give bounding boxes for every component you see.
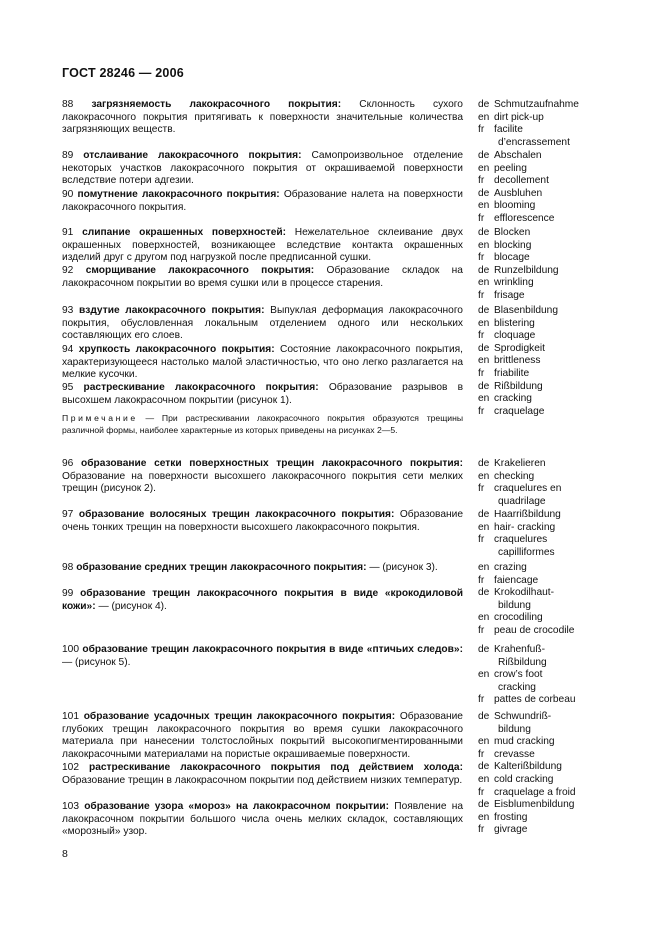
term-entry-101 — [62, 711, 463, 761]
translation-text: pattes de corbeau — [494, 694, 576, 706]
translation-lang: en — [478, 277, 490, 289]
term-entry-103 — [62, 801, 463, 839]
term-entry-90 — [62, 189, 463, 214]
translation-text: Krakelieren — [494, 458, 546, 469]
term-entry-102 — [62, 762, 463, 787]
translation-line — [478, 137, 618, 150]
translation-lang: en — [478, 521, 490, 533]
translation-line — [478, 625, 618, 638]
term-definition: Нежелательное склеивание двух окрашенных поверхностей, возникающее вследствие контакта окрашенных изделий друг с другом под нагрузкой после предписанной сушки. — [62, 227, 463, 264]
term-title: растрескивание лакокрасочного покрытия под действием холода: — [89, 762, 463, 773]
term-definition: Образование очень тонких трещин на поверхности высохшего лакокрасочного покрытия. — [62, 509, 463, 533]
term-definition: Образование глубоких трещин лакокрасочного покрытия во время сушки лакокрасочного материала при нанесении толстослойных покрытий высокопигментированными лакокрасочными материалами на пористые окрашиваемые поверхности. — [62, 711, 463, 760]
translation-line — [478, 368, 618, 381]
translation-line — [478, 240, 618, 253]
translation-text: quadrilage — [498, 495, 546, 507]
translation-line — [478, 600, 618, 613]
translation-line — [478, 483, 618, 496]
translation-line — [478, 694, 618, 707]
translation-lang: de — [478, 587, 490, 599]
note — [62, 412, 463, 437]
translation-line — [478, 575, 618, 588]
translation-lang: en — [478, 393, 490, 405]
translation-lang: en — [478, 355, 490, 367]
term-number: 93 — [62, 305, 74, 316]
term-title: хрупкость лакокрасочного покрытия: — [78, 344, 275, 355]
translation-line — [478, 305, 618, 318]
translation-line — [478, 163, 618, 176]
translation-lang: fr — [478, 483, 485, 495]
term-number: 97 — [62, 509, 74, 520]
translation-text: Runzelbildung — [494, 264, 559, 276]
term-definition: Состояние лакокрасочного покрытия, характеризующееся настолько малой эластичностью, что оно легко разлагается на мелкие кусочки. — [62, 344, 463, 381]
translation-line — [478, 587, 618, 600]
term-entry-95 — [62, 382, 463, 407]
translation-lang — [478, 724, 498, 737]
translation-lang: fr — [478, 405, 485, 417]
translation-text: frisage — [494, 289, 525, 301]
note-label: Примечание — [62, 413, 138, 423]
translation-line — [478, 458, 618, 471]
translation-lang: de — [478, 99, 490, 110]
translation-text: Kalterißbildung — [494, 761, 562, 773]
translation-line — [478, 749, 618, 762]
translation-text: cold cracking — [494, 773, 554, 785]
translation-line — [478, 799, 618, 812]
translation-lang: de — [478, 264, 490, 276]
translation-text: cloquage — [494, 330, 536, 342]
term-entry-89 — [62, 150, 463, 188]
translation-line — [478, 393, 618, 406]
term-title: помутнение лакокрасочного покрытия: — [77, 189, 280, 200]
translation-text: Rißbildung — [494, 380, 543, 392]
translation-lang: de — [478, 187, 490, 199]
term-number: 89 — [62, 150, 74, 161]
term-number: 102 — [62, 762, 79, 773]
translations-100 — [478, 644, 618, 707]
term-number: 96 — [62, 458, 74, 469]
translation-text: mud cracking — [494, 736, 555, 748]
translation-lang — [478, 137, 498, 150]
translation-text: Blocken — [494, 227, 531, 238]
translation-line — [478, 471, 618, 484]
translation-line — [478, 277, 618, 290]
translation-lang: fr — [478, 694, 485, 706]
term-title: отслаивание лакокрасочного покрытия: — [83, 150, 302, 161]
term-title: загрязняемость лакокрасочного покрытия: — [91, 99, 342, 110]
translation-text: blistering — [494, 317, 535, 329]
translation-lang: de — [478, 380, 490, 392]
translation-lang: de — [478, 644, 490, 655]
term-title: растрескивание лакокрасочного покрытия: — [83, 382, 319, 393]
translation-text: blocking — [494, 239, 532, 251]
translation-text: crow’s foot — [494, 669, 543, 681]
translation-lang — [478, 600, 498, 613]
translation-lang: en — [478, 669, 490, 681]
translations-88 — [478, 99, 618, 149]
translation-line — [478, 724, 618, 737]
term-entry-98 — [62, 562, 463, 575]
translation-text: efflorescence — [494, 212, 555, 224]
term-entry-97 — [62, 509, 463, 534]
term-title: сморщивание лакокрасочного покрытия: — [85, 265, 315, 276]
translations-91-92 — [478, 227, 618, 303]
term-number: 103 — [62, 801, 79, 812]
translation-text: Schwundriß- — [494, 711, 552, 722]
translation-lang: en — [478, 317, 490, 329]
translation-line — [478, 124, 618, 137]
translations-97 — [478, 509, 618, 559]
page-number: 8 — [62, 848, 68, 860]
translation-lang: fr — [478, 330, 485, 342]
translation-lang: fr — [478, 124, 485, 136]
translation-lang: de — [478, 761, 490, 773]
translation-lang: de — [478, 509, 490, 520]
translation-line — [478, 774, 618, 787]
translation-lang: de — [478, 458, 490, 469]
translation-text: craquelage — [494, 405, 545, 417]
translation-lang: en — [478, 773, 490, 785]
translation-line — [478, 787, 618, 800]
translation-text: blocage — [494, 252, 530, 264]
term-definition: Образование на поверхности высохшего лакокрасочного покрытия сети мелких трещин (рисунок 2). — [62, 470, 463, 495]
translation-text: crazing — [494, 562, 527, 573]
translation-lang: fr — [478, 574, 485, 586]
term-title: образование трещин лакокрасочного покрытия в виде «крокодиловой кожи»: — [62, 588, 463, 612]
translation-line — [478, 547, 618, 560]
translation-line — [478, 175, 618, 188]
translation-lang: fr — [478, 534, 485, 546]
translations-89-90 — [478, 150, 618, 226]
translation-line — [478, 669, 618, 682]
translation-lang — [478, 547, 498, 560]
translation-text: friabilite — [494, 367, 530, 379]
translation-text: frosting — [494, 811, 528, 823]
translation-lang: fr — [478, 175, 485, 187]
translation-lang: de — [478, 305, 490, 316]
translation-text: craquelures — [494, 534, 548, 546]
term-title: образование средних трещин лакокрасочного покрытия: — [76, 562, 367, 573]
translation-lang: de — [478, 799, 490, 811]
translation-text: Ausbluhen — [494, 187, 543, 199]
note-text: — При растрескивании лакокрасочного покрытия образуются трещины различной формы, наиболее характерные из которых приведены на рисунках 2—5. — [62, 413, 463, 436]
translation-text: peau de crocodile — [494, 624, 575, 636]
term-number: 101 — [62, 711, 79, 722]
translation-line — [478, 509, 618, 522]
translation-lang — [478, 682, 498, 695]
translation-text: cracking — [498, 681, 536, 693]
translation-text: Rißbildung — [498, 656, 547, 668]
term-number: 92 — [62, 265, 74, 276]
translations-96 — [478, 458, 618, 508]
translation-line — [478, 657, 618, 670]
translation-line — [478, 355, 618, 368]
term-definition: — (рисунок 3). — [369, 562, 438, 573]
translation-line — [478, 99, 618, 112]
term-entry-94 — [62, 344, 463, 382]
translations-98-99 — [478, 562, 618, 638]
term-title: образование трещин лакокрасочного покрытия в виде «птичьих следов»: — [82, 644, 463, 655]
translation-text: Haarrißbildung — [494, 509, 561, 520]
translation-line — [478, 406, 618, 419]
translation-text: Krokodilhaut- — [494, 587, 555, 599]
translation-line — [478, 612, 618, 625]
translation-lang: fr — [478, 624, 485, 636]
translation-text: Blasenbildung — [494, 305, 559, 316]
translation-line — [478, 381, 618, 394]
term-entry-100 — [62, 644, 463, 669]
translation-text: Abschalen — [494, 150, 542, 161]
translation-lang: en — [478, 239, 490, 251]
term-entry-91 — [62, 227, 463, 265]
term-title: образование сетки поверхностных трещин лакокрасочного покрытия: — [81, 458, 463, 469]
translation-text: cracking — [494, 393, 532, 405]
translation-text: hair- cracking — [494, 521, 556, 533]
translation-text: bildung — [498, 599, 531, 611]
term-title: слипание окрашенных поверхностей: — [82, 227, 287, 238]
translation-line — [478, 150, 618, 163]
translation-lang: en — [478, 562, 490, 573]
translation-text: blooming — [494, 200, 536, 212]
translation-line — [478, 188, 618, 201]
translation-text: crevasse — [494, 748, 535, 760]
term-title: образование усадочных трещин лакокрасочного покрытия: — [83, 711, 396, 722]
translation-text: craquelures en — [494, 483, 562, 495]
translation-line — [478, 200, 618, 213]
translations-101-103 — [478, 711, 618, 837]
translation-lang: en — [478, 736, 490, 748]
translation-line — [478, 562, 618, 575]
term-definition: Образование налета на поверхности лакокрасочного покрытия. — [62, 189, 463, 213]
translation-lang: en — [478, 162, 490, 174]
translation-lang: fr — [478, 252, 485, 264]
translation-text: decollement — [494, 175, 549, 187]
translation-text: facilite — [494, 124, 523, 136]
translation-text: Schmutzaufnahme — [494, 99, 579, 110]
translation-line — [478, 227, 618, 240]
translation-line — [478, 812, 618, 825]
term-number: 99 — [62, 588, 74, 599]
term-number: 100 — [62, 644, 79, 655]
translation-text: dirt pick-up — [494, 111, 544, 123]
translation-lang: fr — [478, 212, 485, 224]
term-title: образование узора «мороз» на лакокрасочном покрытии: — [84, 801, 390, 812]
translation-lang: de — [478, 150, 490, 161]
translation-line — [478, 761, 618, 774]
translation-text: Sprodigkeit — [494, 342, 545, 354]
translation-text: wrinkling — [494, 277, 534, 289]
term-number: 95 — [62, 382, 74, 393]
term-entry-99 — [62, 588, 463, 613]
term-title: вздутие лакокрасочного покрытия: — [79, 305, 265, 316]
translation-line — [478, 522, 618, 535]
translation-lang: fr — [478, 748, 485, 760]
translation-text: capilliformes — [498, 546, 555, 558]
translation-lang: en — [478, 811, 490, 823]
term-definition: Образование трещин в лакокрасочном покрытии под действием низких температур. — [62, 774, 463, 786]
translation-lang: de — [478, 711, 490, 722]
term-number: 94 — [62, 344, 74, 355]
translation-text: Eisblumenbildung — [494, 799, 575, 811]
translation-lang: de — [478, 342, 490, 354]
term-entry-96 — [62, 458, 463, 496]
translation-text: bildung — [498, 723, 531, 735]
translation-line — [478, 318, 618, 331]
translation-lang: fr — [478, 824, 485, 836]
term-number: 91 — [62, 227, 74, 238]
term-definition: Самопроизвольное отделение некоторых участков лакокрасочного покрытия от окрашиваемой поверхности вследствие потери адгезии. — [62, 150, 463, 187]
translation-line — [478, 330, 618, 343]
translation-lang: fr — [478, 289, 485, 301]
translation-lang: en — [478, 470, 490, 482]
term-number: 98 — [62, 562, 74, 573]
translation-lang — [478, 657, 498, 670]
translation-lang: en — [478, 200, 490, 212]
term-number: 90 — [62, 189, 74, 200]
translation-lang: en — [478, 111, 490, 123]
translation-line — [478, 343, 618, 356]
translation-line — [478, 824, 618, 837]
translation-line — [478, 265, 618, 278]
term-definition: Образование складок на лакокрасочном покрытии во время сушки или в процессе старения. — [62, 265, 463, 289]
term-definition: Выпуклая деформация лакокрасочного покрытия, обусловленная локальным отделением одного или нескольких составляющих его слоев. — [62, 305, 463, 342]
translation-text: crocodiling — [494, 612, 543, 624]
translation-lang — [478, 496, 498, 509]
translation-line — [478, 496, 618, 509]
translation-text: checking — [494, 470, 535, 482]
translation-line — [478, 112, 618, 125]
translation-lang: de — [478, 227, 490, 238]
translation-lang: en — [478, 612, 490, 624]
translation-line — [478, 213, 618, 226]
page-header: ГОСТ 28246 — 2006 — [62, 66, 184, 80]
translation-lang: fr — [478, 367, 485, 379]
translation-text: brittleness — [494, 355, 541, 367]
translation-text: faiencage — [494, 574, 539, 586]
term-definition: — (рисунок 4). — [98, 600, 167, 612]
translation-line — [478, 534, 618, 547]
translation-line — [478, 711, 618, 724]
translation-line — [478, 736, 618, 749]
translation-line — [478, 682, 618, 695]
term-definition: Образование разрывов в высохшем лакокрасочном покрытии (рисунок 1). — [62, 382, 464, 406]
translation-text: d’encrassement — [498, 136, 570, 148]
term-definition: — (рисунок 5). — [62, 656, 131, 668]
translation-text: Krahenfuß- — [494, 644, 545, 655]
term-entry-92 — [62, 265, 463, 290]
translations-93-95 — [478, 305, 618, 418]
term-entry-93 — [62, 305, 463, 343]
translation-line — [478, 252, 618, 265]
translation-text: peeling — [494, 162, 527, 174]
translation-line — [478, 290, 618, 303]
translation-lang: fr — [478, 786, 485, 798]
translation-text: givrage — [494, 824, 528, 836]
term-definition: Склонность сухого лакокрасочного покрытия притягивать к поверхности значительные количества загрязняющих веществ. — [62, 99, 463, 136]
term-entry-88 — [62, 99, 463, 137]
term-definition: Появление на лакокрасочном покрытии большого числа очень мелких складок, составляющих «морозный» узор. — [62, 801, 463, 838]
translation-text: craquelage a froid — [494, 786, 576, 798]
term-title: образование волосяных трещин лакокрасочного покрытия: — [78, 509, 395, 520]
term-number: 88 — [62, 99, 74, 110]
translation-line — [478, 644, 618, 657]
